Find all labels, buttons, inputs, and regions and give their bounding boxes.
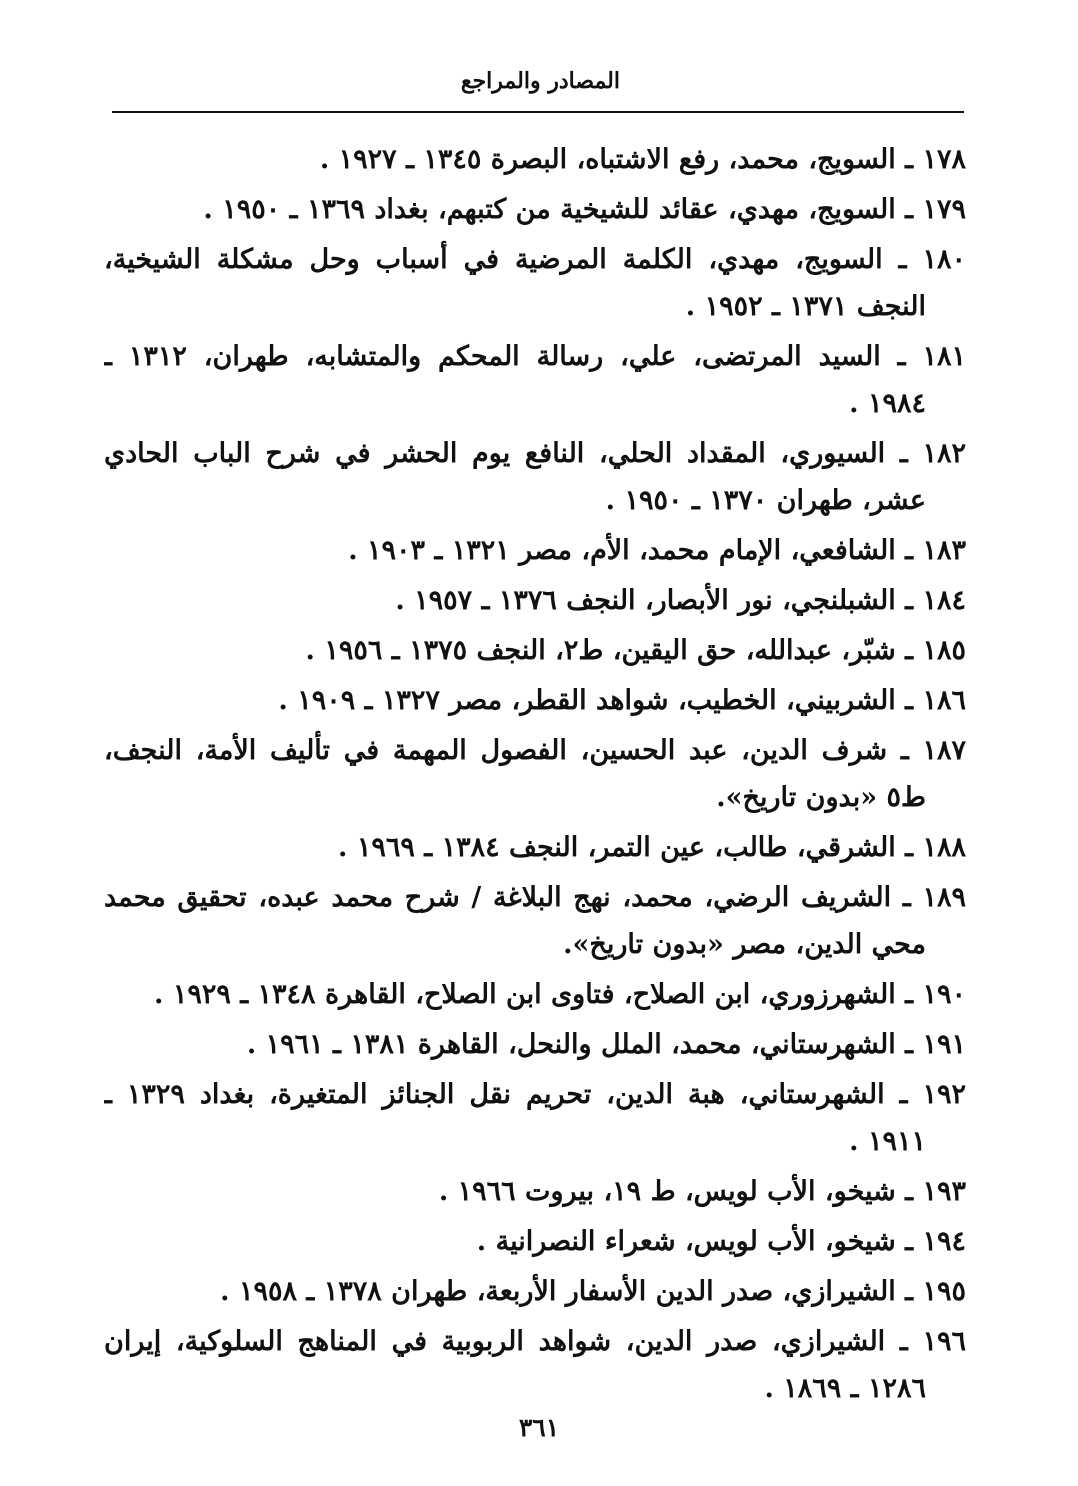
entry-first-line: ١٩٠ ـ الشهرزوري، ابن الصلاح، فتاوى ابن الصلاح، القاهرة ١٣٤٨ ـ ١٩٢٩ . [154,979,966,1010]
page-number: ٣٦١ [518,1413,560,1442]
entry-first-line: ١٨٣ ـ الشافعي، الإمام محمد، الأم، مصر ١٣٢١ ـ ١٩٠٣ . [348,535,966,566]
entry-first-line: ١٨٤ ـ الشبلنجي، نور الأبصار، النجف ١٣٧٦ ـ ١٩٥٧ . [395,585,966,616]
bibliography-entry [104,824,966,871]
bibliography-entry [104,1168,966,1215]
bibliography-entry [104,677,966,724]
bibliography-entry [104,874,966,968]
entry-first-line: ١٧٩ ـ السويج، مهدي، عقائد للشيخية من كتبهم، بغداد ١٣٦٩ ـ ١٩٥٠ . [203,194,966,225]
entry-first-line: ١٨٧ ـ شرف الدين، عبد الحسين، الفصول المهمة في تأليف الأمة، النجف، [104,735,966,766]
entry-continuation-line: ١٩١١ . [849,1126,926,1157]
entry-first-line: ١٨١ ـ السيد المرتضى، علي، رسالة المحكم والمتشابه، طهران، ١٣١٢ ـ [104,341,966,372]
entry-first-line: ١٩٥ ـ الشيرازي، صدر الدين الأسفار الأربعة، طهران ١٣٧٨ ـ ١٩٥٨ . [220,1276,966,1307]
entry-continuation-line: عشر، طهران ١٣٧٠ ـ ١٩٥٠ . [605,485,926,516]
bibliography-entry [104,727,966,821]
entry-first-line: ١٨٢ ـ السيوري، المقداد الحلي، النافع يوم الحشر في شرح الباب الحادي [104,438,966,469]
bibliography-entry [104,186,966,233]
bibliography-entry [104,577,966,624]
entry-continuation-line: ١٩٨٤ . [849,388,926,419]
bibliography-entry [104,971,966,1018]
bibliography-entry [104,1021,966,1068]
entry-continuation-line: ط٥ «بدون تاريخ». [716,782,926,813]
running-header: المصادر والمراجع [460,68,620,94]
entry-first-line: ١٩٤ ـ شيخو، الأب لويس، شعراء النصرانية . [476,1226,966,1257]
entry-first-line: ١٨٦ ـ الشربيني، الخطيب، شواهد القطر، مصر ١٣٢٧ ـ ١٩٠٩ . [278,685,966,716]
bibliography-entry [104,1218,966,1265]
entry-continuation-line: النجف ١٣٧١ ـ ١٩٥٢ . [685,291,926,322]
bibliography-entry [104,430,966,524]
entry-continuation-line: محي الدين، مصر «بدون تاريخ». [563,929,926,960]
entry-first-line: ١٨٨ ـ الشرقي، طالب، عين التمر، النجف ١٣٨٤ ـ ١٩٦٩ . [338,832,966,863]
entry-first-line: ١٩٢ ـ الشهرستاني، هبة الدين، تحريم نقل الجنائز المتغيرة، بغداد ١٣٢٩ ـ [104,1079,966,1110]
entry-first-line: ١٧٨ ـ السويج، محمد، رفع الاشتباه، البصرة ١٣٤٥ ـ ١٩٢٧ . [319,144,966,175]
bibliography-entry [104,1268,966,1315]
entry-first-line: ١٩١ ـ الشهرستاني، محمد، الملل والنحل، القاهرة ١٣٨١ ـ ١٩٦١ . [246,1029,966,1060]
bibliography-entry [104,1071,966,1165]
bibliography-entry [104,1318,966,1412]
header-rule [112,111,964,113]
bibliography-list [104,136,966,1415]
bibliography-entry [104,136,966,183]
bibliography-entry [104,527,966,574]
bibliography-entry [104,236,966,330]
entry-first-line: ١٩٦ ـ الشيرازي، صدر الدين، شواهد الربوبية في المناهج السلوكية، إيران [104,1326,966,1357]
entry-first-line: ١٨٥ ـ شبّر، عبدالله، حق اليقين، ط٢، النجف ١٣٧٥ ـ ١٩٥٦ . [305,635,966,666]
entry-first-line: ١٨٩ ـ الشريف الرضي، محمد، نهج البلاغة / شرح محمد عبده، تحقيق محمد [104,882,966,913]
entry-first-line: ١٨٠ ـ السويج، مهدي، الكلمة المرضية في أسباب وحل مشكلة الشيخية، [104,244,966,275]
bibliography-entry [104,333,966,427]
bibliography-entry [104,627,966,674]
entry-continuation-line: ١٢٨٦ ـ ١٨٦٩ . [764,1373,926,1404]
entry-first-line: ١٩٣ ـ شيخو، الأب لويس، ط ١٩، بيروت ١٩٦٦ . [438,1176,966,1207]
